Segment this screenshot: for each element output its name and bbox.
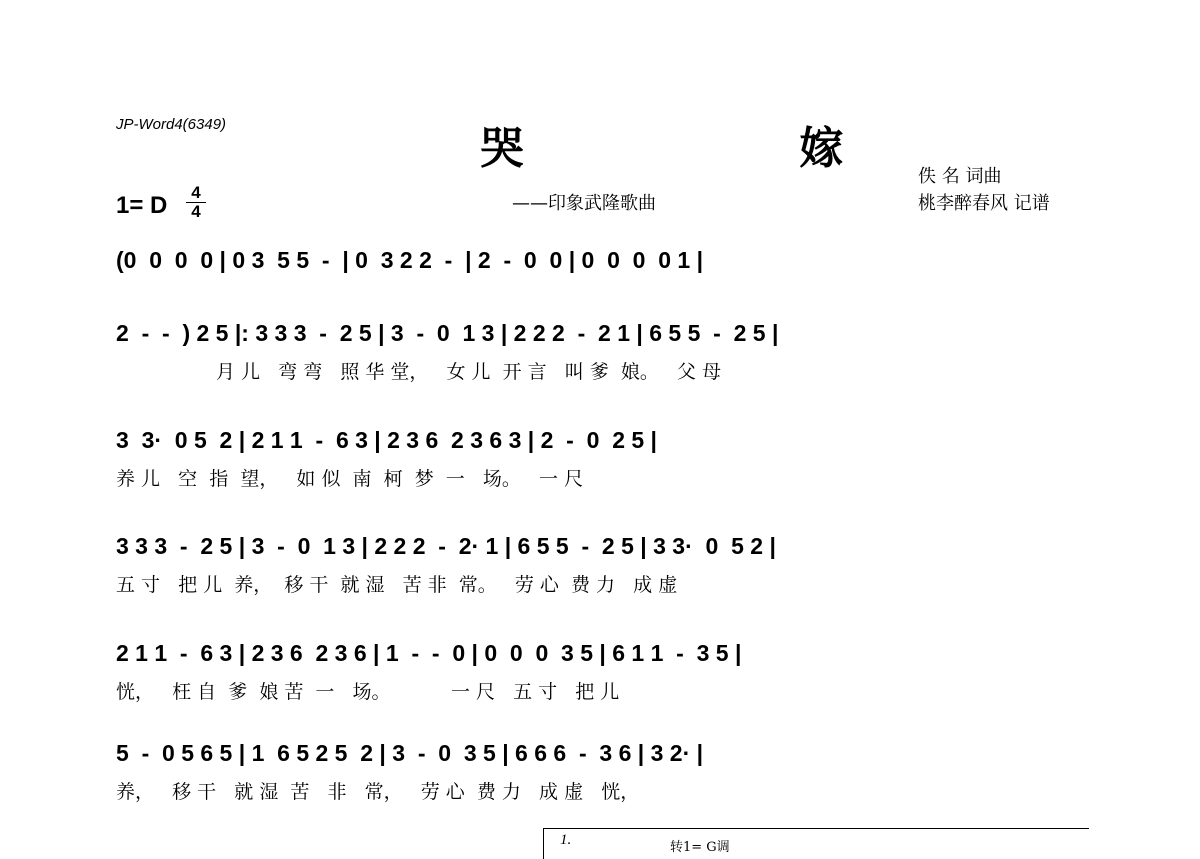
software-label: JP-Word4(6349)	[116, 116, 227, 133]
song-title: 哭 嫁	[480, 123, 974, 174]
score-line-2-notes: 2 - - ) 2 5 |: 3 3 3 - 2 5 | 3 - 0 1 3 | 2 2 2 - 2 1 | 6 5 5 - 2 5 |	[116, 320, 779, 346]
score-line-1-notes: (0 0 0 0 | 0 3 5 5 - | 0 3 2 2 - | 2 - 0 0 | 0 0 0 0 1 |	[116, 247, 704, 273]
modulation-mark: 转1= G调	[670, 840, 730, 855]
score-line-5-lyrics: 恍， 枉 自 爹 娘 苦 一 场。 一 尺 五 寸 把 儿	[116, 681, 620, 703]
volta-label: 1.	[560, 832, 572, 848]
volta-bracket	[543, 828, 1089, 859]
transcriber-credit: 桃李醉春风 记谱	[918, 193, 1050, 214]
time-signature-top: 4	[191, 183, 201, 202]
subtitle: ——印象武隆歌曲	[512, 193, 656, 214]
score-line-5-notes: 2 1 1 - 6 3 | 2 3 6 2 3 6 | 1 - - 0 | 0 0 0 3 5 | 6 1 1 - 3 5 |	[116, 640, 742, 666]
lyricist-credit: 佚 名 词曲	[918, 166, 1002, 187]
key-signature: 1= D	[116, 192, 168, 219]
time-signature	[186, 185, 206, 220]
score-line-2-lyrics: 月 儿 弯 弯 照 华 堂， 女 儿 开 言 叫 爹 娘。 父 母	[216, 361, 722, 383]
score-line-6-notes: 5 - 0 5 6 5 | 1 6 5 2 5 2 | 3 - 0 3 5 | 6 6 6 - 3 6 | 3 2· |	[116, 740, 704, 766]
score-line-3-lyrics: 养 儿 空 指 望， 如 似 南 柯 梦 一 场。 一 尺	[116, 468, 584, 490]
score-line-4-lyrics: 五 寸 把 儿 养， 移 干 就 湿 苦 非 常。 劳 心 费 力 成 虚	[116, 574, 678, 596]
score-line-6-lyrics: 养， 移 干 就 湿 苦 非 常， 劳 心 费 力 成 虚 恍，	[116, 781, 640, 803]
score-line-4-notes: 3 3 3 - 2 5 | 3 - 0 1 3 | 2 2 2 - 2· 1 | 6 5 5 - 2 5 | 3 3· 0 5 2 |	[116, 533, 776, 559]
score-line-3-notes: 3 3· 0 5 2 | 2 1 1 - 6 3 | 2 3 6 2 3 6 3 | 2 - 0 2 5 |	[116, 427, 657, 453]
time-signature-bottom: 4	[191, 202, 201, 221]
